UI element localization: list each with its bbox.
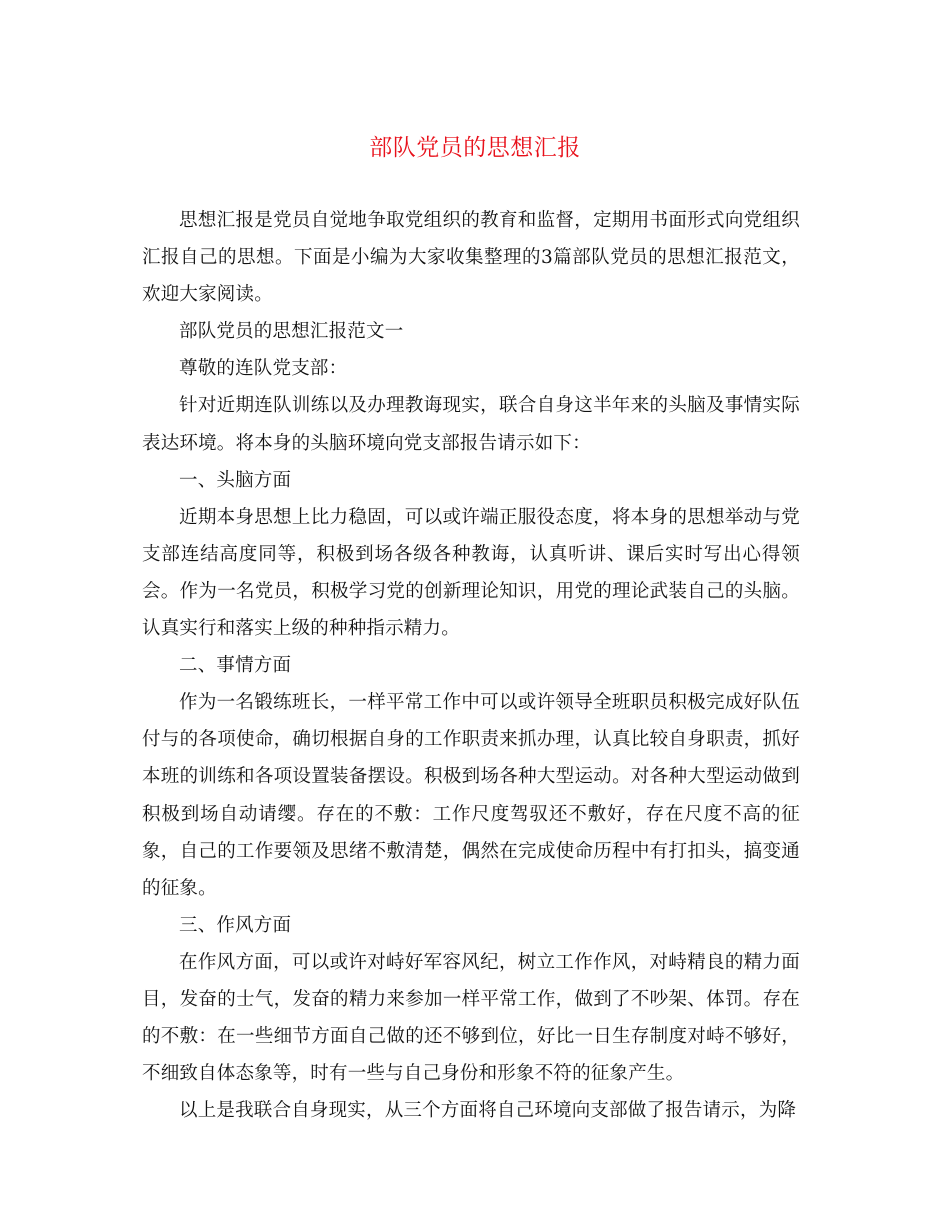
document-body	[142, 202, 800, 1129]
subheading-work: 二、事情方面	[179, 655, 292, 677]
document-title: 部队党员的思想汇报	[369, 135, 581, 161]
subheading-thinking: 一、头脑方面	[179, 469, 292, 491]
intro-paragraph: 思想汇报是党员自觉地争取党组织的教育和监督，定期用书面形式向党组织汇报自己的思想。下面是小编为大家收集整理的3篇部队党员的思想汇报范文，欢迎大家阅读。	[142, 210, 800, 306]
body-paragraph: 近期本身思想上比力稳固，可以或许端正服役态度，将本身的思想举动与党支部连结高度同等，积极到场各级各种教诲，认真听讲、课后实时写出心得领会。作为一名党员，积极学习党的创新理论知识，用党的理论武装自己的头脑。认真实行和落实上级的种种指示精力。	[142, 506, 800, 640]
subheading-style: 三、作风方面	[179, 914, 292, 936]
salutation: 尊敬的连队党支部：	[179, 358, 348, 380]
body-paragraph: 作为一名锻练班长，一样平常工作中可以或许领导全班职员积极完成好队伍付与的各项使命，确切根据自身的工作职责来抓办理，认真比较自身职责，抓好本班的训练和各项设置装备摆设。积极到场各种大型运动。对各种大型运动做到积极到场自动请缨。存在的不敷：工作尺度驾驭还不敷好，存在尺度不高的征象，自己的工作要领及思绪不敷清楚，偶然在完成使命历程中有打扣头，搞变通的征象。	[142, 692, 800, 899]
body-paragraph: 针对近期连队训练以及办理教诲现实，联合自身这半年来的头脑及事情实际表达环境。将本身的头脑环境向党支部报告请示如下：	[142, 395, 800, 454]
section-heading-sample-one: 部队党员的思想汇报范文一	[179, 321, 404, 343]
body-paragraph: 以上是我联合自身现实，从三个方面将自己环境向支部做了报告请示，为降	[179, 1100, 797, 1122]
body-paragraph: 在作风方面，可以或许对峙好军容风纪，树立工作作风，对峙精良的精力面目，发奋的士气，发奋的精力来参加一样平常工作，做到了不吵架、体罚。存在的不敷：在一些细节方面自己做的还不够到位，好比一日生存制度对峙不够好，不细致自体态象等，时有一些与自己身份和形象不符的征象产生。	[142, 951, 800, 1085]
